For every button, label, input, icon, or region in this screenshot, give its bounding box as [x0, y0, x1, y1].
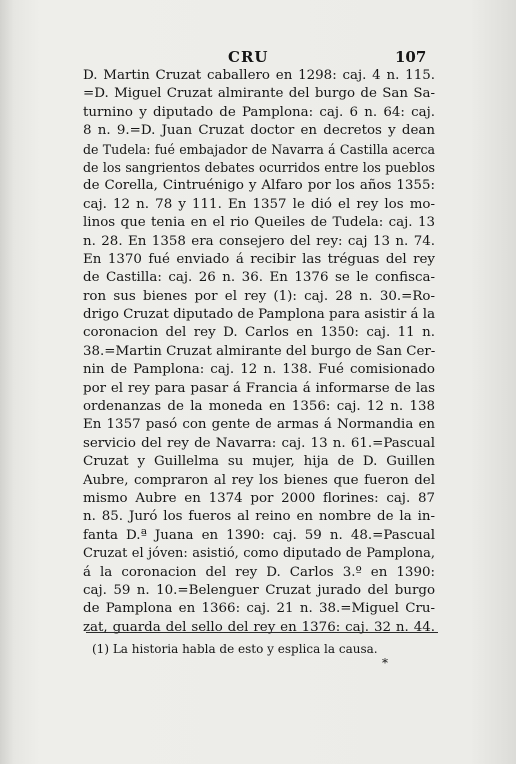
text-line: Aubre, compraron al rey los bienes que fueron del	[83, 472, 435, 488]
text-line: En 1370 fué enviado á recibir las tréguas del rey	[83, 251, 435, 267]
text-line: de Pamplona en 1366: caj. 21 n. 38.=Miguel Cru-	[83, 601, 435, 617]
text-line: ron sus bienes por el rey (1): caj. 28 n. 30.=Ro-	[83, 288, 435, 304]
text-line: turnino y diputado de Pamplona: caj. 6 n. 64: caj.	[83, 104, 435, 120]
text-line: Cruzat el jóven: asistió, como diputado de Pamplona,	[83, 546, 435, 562]
text-line: caj. 12 n. 78 y 111. En 1357 le dió el rey los mo-	[83, 196, 435, 212]
text-line: fanta D.ª Juana en 1390: caj. 59 n. 48.=Pascual	[83, 527, 435, 543]
text-line: =D. Miguel Cruzat almirante del burgo de San Sa-	[83, 86, 435, 102]
text-line: En 1357 pasó con gente de armas á Normandia en	[83, 417, 435, 433]
page-number: 107	[395, 48, 427, 66]
text-line: drigo Cruzat diputado de Pamplona para asistir á la	[83, 307, 436, 323]
body-text	[83, 67, 435, 637]
page-header	[0, 48, 516, 66]
text-line: á la coronacion del rey D. Carlos 3.º en 1390:	[83, 564, 435, 580]
text-line: 8 n. 9.=D. Juan Cruzat doctor en decretos y dean	[83, 123, 435, 139]
text-line: zat, guarda del sello del rey en 1376: caj. 32 n. 44.	[83, 619, 435, 635]
text-line: 38.=Martin Cruzat almirante del burgo de San Cer-	[83, 343, 436, 359]
running-head: CRU	[228, 48, 269, 66]
text-line: ordenanzas de la moneda en 1356: caj. 12 n. 138	[83, 399, 435, 415]
footnote: (1) La historia habla de esto y esplica la causa.	[92, 642, 378, 656]
text-line: de Castilla: caj. 26 n. 36. En 1376 se le confisca-	[83, 270, 435, 286]
text-line: D. Martin Cruzat caballero en 1298: caj. 4 n. 115.	[83, 68, 435, 83]
text-line: coronacion del rey D. Carlos en 1350: caj. 11 n.	[83, 325, 435, 341]
footnote-rule	[86, 632, 438, 633]
text-line: de Corella, Cintruénigo y Alfaro por los años 1355:	[83, 178, 435, 194]
text-line: linos que tenia en el rio Queiles de Tudela: caj. 13	[83, 215, 435, 231]
text-line: de Tudela: fué embajador de Navarra á Castilla acerca	[83, 141, 435, 157]
text-line: Cruzat y Guillelma su mujer, hija de D. Guillen	[83, 454, 435, 470]
text-line: servicio del rey de Navarra: caj. 13 n. 61.=Pascual	[83, 435, 435, 451]
text-line: n. 28. En 1358 era consejero del rey: caj 13 n. 74.	[83, 233, 435, 249]
text-line: nin de Pamplona: caj. 12 n. 138. Fué comisionado	[83, 362, 435, 378]
text-line: por el rey para pasar á Francia á informarse de las	[83, 380, 435, 396]
text-line: mismo Aubre en 1374 por 2000 florines: caj. 87	[83, 490, 435, 506]
text-line: de los sangrientos debates ocurridos entre los pueblos	[83, 159, 435, 175]
signature-mark: *	[382, 656, 388, 670]
text-line: caj. 59 n. 10.=Belenguer Cruzat jurado del burgo	[83, 582, 435, 598]
text-line: n. 85. Juró los fueros al reino en nombre de la in-	[83, 509, 435, 525]
